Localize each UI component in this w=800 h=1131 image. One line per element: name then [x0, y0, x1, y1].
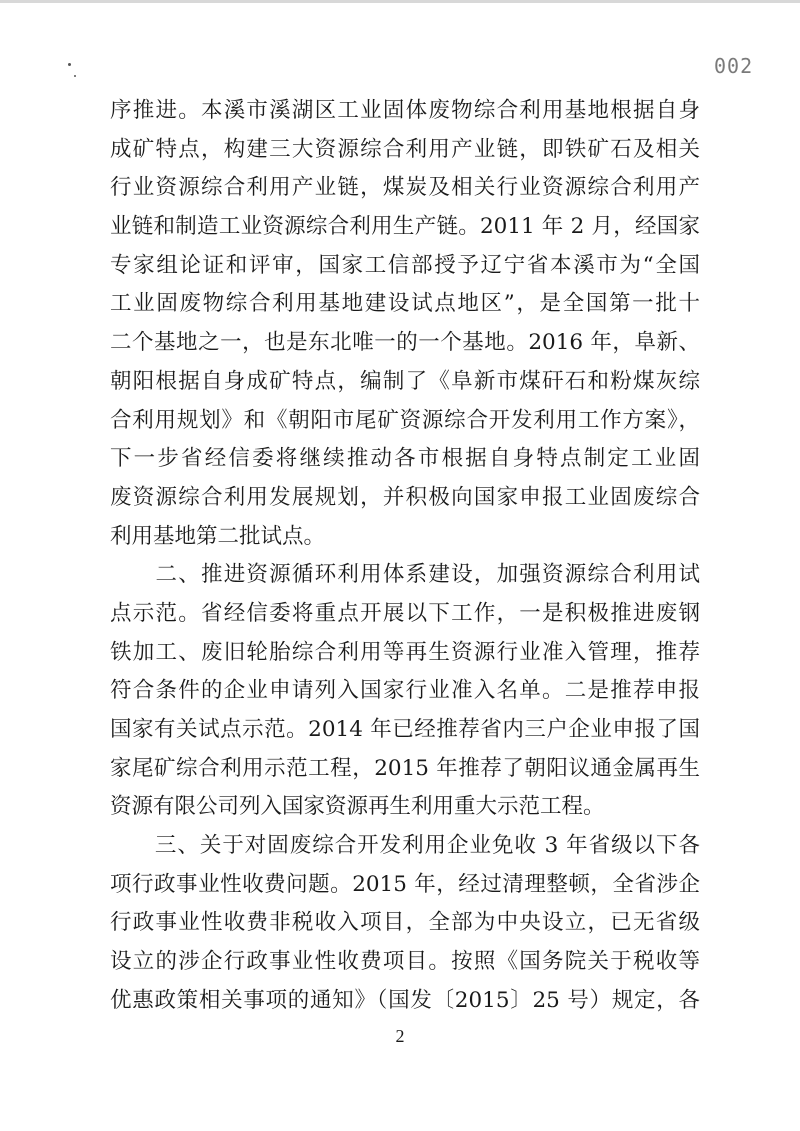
text-line: 业链和制造工业资源综合利用生产链。2011 年 2 月，经国家: [110, 214, 700, 240]
document-body: [110, 92, 700, 1021]
text-line: 家尾矿综合利用示范工程，2015 年推荐了朝阳议通金属再生: [110, 755, 700, 781]
text-line: 符合条件的企业申请列入国家行业准入名单。二是推荐申报: [110, 678, 700, 704]
text-line: 项行政事业性收费问题。2015 年，经过清理整顿，全省涉企: [110, 871, 700, 897]
text-line: 铁加工、废旧轮胎综合利用等再生资源行业准入管理，推荐: [110, 639, 700, 665]
text-line: 优惠政策相关事项的通知》（国发〔2015〕25 号）规定，各: [110, 987, 700, 1013]
text-line: 二个基地之一，也是东北唯一的一个基地。2016 年，阜新、: [110, 330, 700, 356]
scan-top-edge: [0, 0, 800, 3]
text-line: 国家有关试点示范。2014 年已经推荐省内三户企业申报了国: [110, 717, 700, 742]
text-line: 序推进。本溪市溪湖区工业固体废物综合利用基地根据自身: [110, 98, 700, 123]
page-number: 2: [395, 1026, 405, 1046]
text-line: 合利用规划》和《朝阳市尾矿资源综合开发利用工作方案》，: [110, 407, 700, 433]
text-line: 朝阳根据自身成矿特点，编制了《阜新市煤矸石和粉煤灰综: [110, 368, 700, 394]
text-line: 成矿特点，构建三大资源综合利用产业链，即铁矿石及相关: [110, 136, 700, 162]
text-line: 设立的涉企行政事业性收费项目。按照《国务院关于税收等: [110, 949, 700, 975]
text-line: 行政事业性收费非税收入项目，全部为中央设立，已无省级: [110, 910, 700, 936]
text-line: 二、推进资源循环利用体系建设，加强资源综合利用试: [110, 562, 700, 588]
text-line: 三、关于对固废综合开发利用企业免收 3 年省级以下各: [110, 833, 700, 859]
text-line: 废资源综合利用发展规划，并积极向国家申报工业固废综合: [110, 484, 700, 510]
text-line: 专家组论证和评审，国家工信部授予辽宁省本溪市为“全国: [110, 252, 700, 278]
corner-page-stamp: 002: [714, 54, 754, 78]
text-line: 下一步省经信委将继续推动各市根据自身特点制定工业固: [110, 446, 700, 472]
scan-speck: [74, 75, 76, 77]
scan-speck: [68, 63, 71, 66]
text-line: 利用基地第二批试点。: [110, 523, 326, 549]
text-line: 行业资源综合利用产业链，煤炭及相关行业资源综合利用产: [110, 175, 700, 201]
text-line: 工业固废物综合利用基地建设试点地区”，是全国第一批十: [110, 291, 700, 317]
text-line: 资源有限公司列入国家资源再生利用重大示范工程。: [110, 794, 605, 820]
text-line: 点示范。省经信委将重点开展以下工作，一是积极推进废钢: [110, 600, 700, 626]
